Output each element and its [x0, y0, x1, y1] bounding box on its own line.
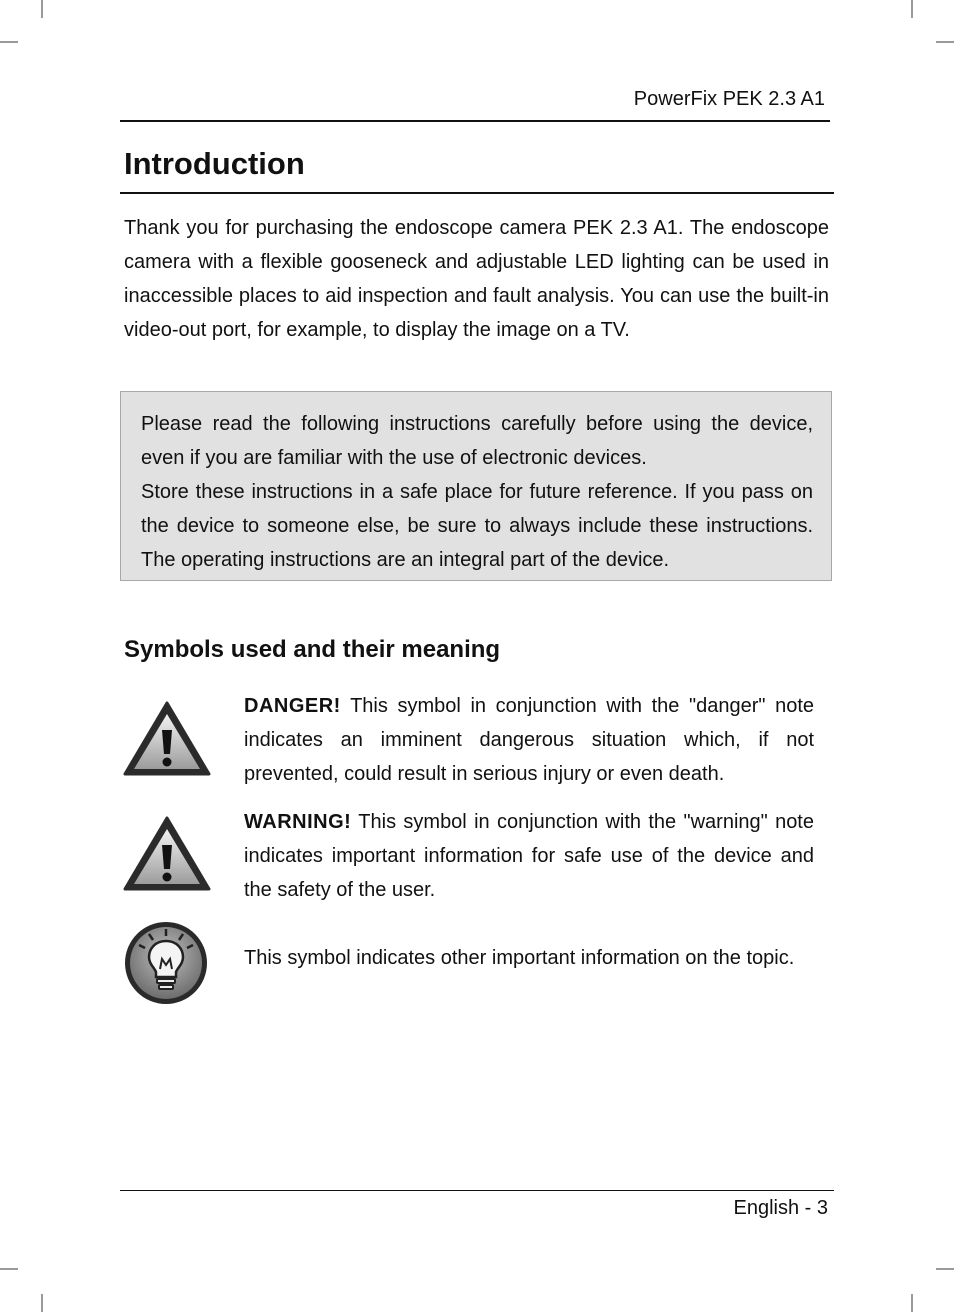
title-rule [120, 192, 834, 194]
page-number: English - 3 [733, 1197, 828, 1219]
crop-mark [936, 1268, 954, 1270]
warning-triangle-icon [122, 815, 212, 898]
lightbulb-icon [122, 919, 210, 1012]
warning-description [244, 805, 814, 907]
danger-description [244, 689, 814, 791]
crop-mark [911, 0, 913, 18]
danger-text: This symbol in conjunction with the "danger" note indicates an imminent dangerous situation which, if not prevented, could result in serious injury or even death. [244, 695, 814, 785]
crop-mark [0, 41, 18, 43]
crop-mark [911, 1294, 913, 1312]
page-title: Introduction [124, 146, 305, 181]
symbols-heading: Symbols used and their meaning [124, 636, 501, 663]
header-product-name: PowerFix PEK 2.3 A1 [633, 88, 825, 110]
notice-text-store: Store these instructions in a safe place for future reference. If you pass on the device to someone else, be sure to always include these instructions. The operating instructions are an integral part of the device. [141, 481, 813, 571]
warning-label: WARNING! [244, 811, 352, 833]
warning-text: This symbol in conjunction with the "warning" note indicates important information for safe use of the device and the safety of the user. [244, 811, 814, 901]
crop-mark [41, 0, 43, 18]
notice-box [120, 391, 832, 581]
notice-text-read: Please read the following instructions carefully before using the device, even if you are familiar with the use of electronic devices. [141, 413, 813, 469]
intro-paragraph: Thank you for purchasing the endoscope camera PEK 2.3 A1. The endoscope camera with a flexible gooseneck and adjustable LED lighting can be used in inaccessible places to aid inspection and fault analysis. You can use the built-in video-out port, for example, to display the image on a TV. [124, 217, 829, 341]
footer-rule [120, 1190, 834, 1191]
danger-triangle-icon [122, 700, 212, 783]
header-rule [120, 120, 830, 122]
crop-mark [936, 41, 954, 43]
info-description: This symbol indicates other important information on the topic. [244, 947, 795, 969]
crop-mark [41, 1294, 43, 1312]
danger-label: DANGER! [244, 695, 341, 717]
crop-mark [0, 1268, 18, 1270]
